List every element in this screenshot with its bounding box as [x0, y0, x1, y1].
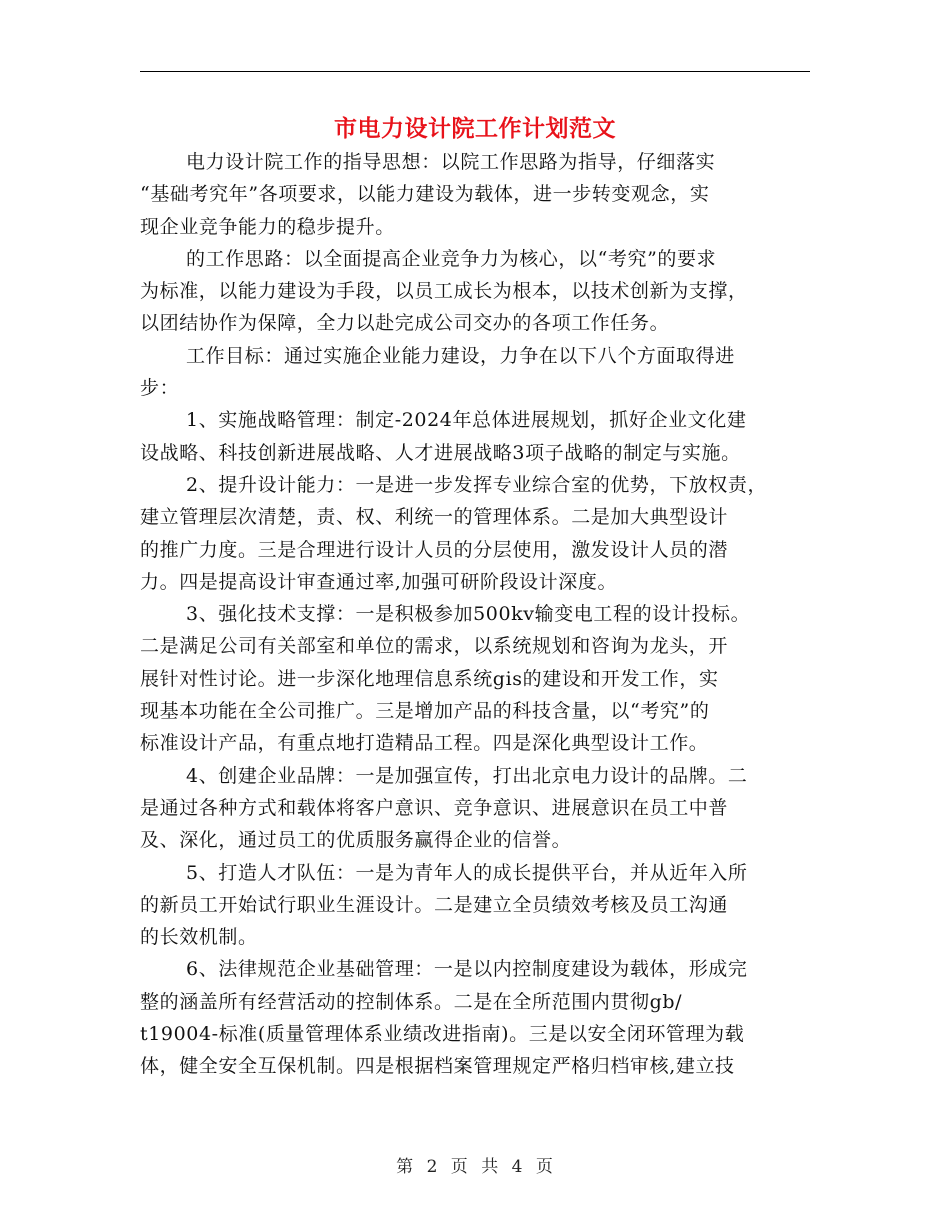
paragraph: [140, 404, 802, 469]
paragraph-line: 5、打造人才队伍：一是为青年人的成长提供平台，并从近年入所: [186, 861, 748, 884]
footer-total-pages: 4: [511, 1157, 524, 1177]
paragraph: [140, 243, 802, 340]
paragraph-line: 4、创建企业品牌：一是加强宣传，打出北京电力设计的品牌。二: [186, 764, 748, 787]
paragraph: [140, 469, 802, 598]
document-title: 市电力设计院工作计划范文: [334, 115, 616, 142]
paragraph-line: 整的涵盖所有经营活动的控制体系。二是在全所范围内贯彻gb/: [140, 990, 683, 1013]
paragraph: [140, 598, 802, 759]
paragraph-line: 的长效机制。: [140, 926, 258, 949]
paragraph-line: 工作目标：通过实施企业能力建设，力争在以下八个方面取得进: [186, 344, 735, 367]
paragraph-line: t19004-标准(质量管理体系业绩改进指南)。三是以安全闭环管理为载: [140, 1023, 745, 1046]
paragraph-line: 1、实施战略管理：制定-2024年总体进展规划，抓好企业文化建: [186, 409, 747, 432]
paragraph-line: 体，健全安全互保机制。四是根据档案管理规定严格归档审核,建立技: [140, 1055, 735, 1078]
paragraph: [140, 857, 802, 954]
paragraph-line: 现企业竞争能力的稳步提升。: [140, 215, 395, 238]
paragraph-line: 现基本功能在全公司推广。三是增加产品的科技含量，以“考究”的: [140, 700, 710, 723]
paragraph-line: “基础考究年”各项要求，以能力建设为载体，进一步转变观念，实: [140, 183, 710, 206]
paragraph: [140, 340, 802, 405]
paragraph-line: 的新员工开始试行职业生涯设计。二是建立全员绩效考核及员工沟通: [140, 893, 729, 916]
paragraph-line: 的工作思路：以全面提高企业竞争力为核心，以“考究”的要求: [186, 247, 717, 270]
footer-current-page: 2: [426, 1157, 439, 1177]
paragraph: [140, 146, 802, 243]
paragraph-line: 建立管理层次清楚，责、权、利统一的管理体系。二是加大典型设计: [140, 506, 729, 529]
paragraph-line: 步：: [140, 377, 180, 400]
paragraph-line: 标准设计产品，有重点地打造精品工程。四是深化典型设计工作。: [140, 732, 709, 755]
paragraph-line: 3、强化技术支撑：一是积极参加500kv输变电工程的设计投标。: [186, 603, 751, 626]
paragraph-line: 2、提升设计能力：一是进一步发挥专业综合室的优势，下放权责，: [186, 473, 768, 496]
paragraph-line: 及、深化，通过员工的优质服务赢得企业的信誉。: [140, 829, 572, 852]
document-body: [140, 146, 802, 1083]
footer-page-prefix: 第: [396, 1157, 415, 1177]
paragraph-line: 是通过各种方式和载体将客户意识、竞争意识、进展意识在员工中普: [140, 796, 729, 819]
paragraph-line: 6、法律规范企业基础管理：一是以内控制度建设为载体，形成完: [186, 958, 748, 981]
paragraph-line: 以团结协作为保障，全力以赴完成公司交办的各项工作任务。: [140, 312, 670, 335]
paragraph-line: 为标准，以能力建设为手段，以员工成长为根本，以技术创新为支撑，: [140, 280, 748, 303]
page-footer: [0, 1152, 950, 1177]
footer-page-word: 页: [450, 1157, 469, 1177]
footer-page-suffix: 页: [535, 1157, 554, 1177]
header-rule: [140, 71, 810, 72]
paragraph-line: 二是满足公司有关部室和单位的需求，以系统规划和咨询为龙头，开: [140, 635, 729, 658]
paragraph-line: 设战略、科技创新进展战略、人才进展战略3项子战略的制定与实施。: [140, 441, 741, 464]
footer-total-prefix: 共: [481, 1157, 500, 1177]
paragraph: [140, 953, 802, 1082]
paragraph: [140, 760, 802, 857]
paragraph-line: 力。四是提高设计审查通过率,加强可研阶段设计深度。: [140, 570, 618, 593]
paragraph-line: 电力设计院工作的指导思想：以院工作思路为指导，仔细落实: [186, 151, 716, 173]
paragraph-line: 的推广力度。三是合理进行设计人员的分层使用，激发设计人员的潜: [140, 538, 729, 561]
paragraph-line: 展针对性讨论。进一步深化地理信息系统gis的建设和开发工作，实: [140, 667, 719, 690]
